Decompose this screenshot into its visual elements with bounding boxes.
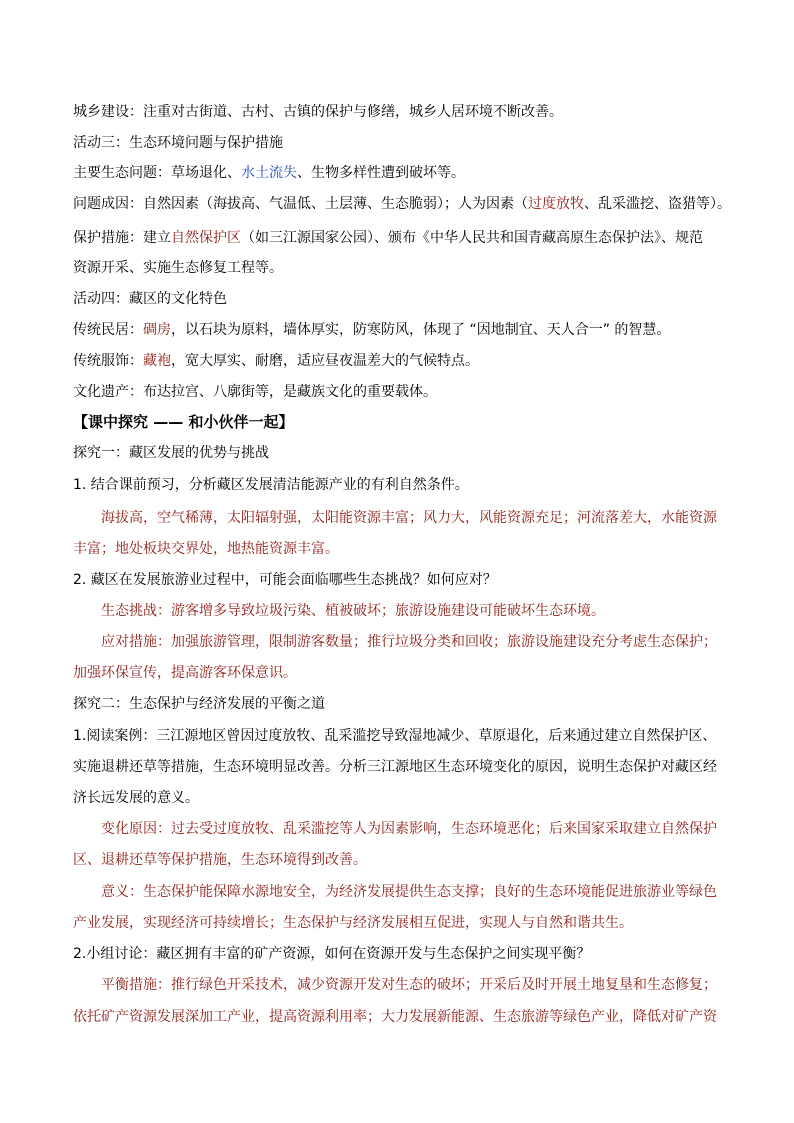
highlight-nature-reserve: 自然保护区 — [171, 230, 241, 246]
cultural-heritage-line: 文化遗产：布达拉宫、八廓街等，是藏族文化的重要载体。 — [73, 384, 437, 400]
answer-change-causes-line-1: 变化原因：过去受过度放牧、乱采滥挖等人为因素影响，生态环境恶化；后来国家采取建立自然保护 — [101, 821, 717, 837]
problem-causes-line: 问题成因：自然因素（海拔高、气温低、土层薄、生态脆弱）；人为因素（过度放牧、乱采滥挖、盗猎等）。 — [73, 196, 731, 212]
answer-significance-line-1: 意义：生态保护能保障水源地安全，为经济发展提供生态支撑；良好的生态环境能促进旅游业等绿色 — [101, 884, 717, 900]
case-question-line-3: 济长远发展的意义。 — [73, 790, 199, 806]
answer-2-measures-line-2: 加强环保宣传，提高游客环保意识。 — [73, 665, 297, 681]
question-1: 1. 结合课前预习，分析藏区发展清洁能源产业的有利自然条件。 — [73, 477, 469, 493]
answer-balance-line-2: 依托矿产资源发展深加工产业，提高资源利用率；大力发展新能源、生态旅游等绿色产业，降低对矿产资 — [73, 1009, 717, 1025]
protection-measures-line: 保护措施：建立自然保护区（如三江源国家公园）、颁布《中华人民共和国青藏高原生态保护法》、规范 — [73, 230, 703, 246]
section-heading: 【课中探究 —— 和小伙伴一起】 — [73, 413, 294, 431]
answer-change-causes-line-2: 区、退耕还草等保护措施，生态环境得到改善。 — [73, 852, 367, 868]
inquiry-one-title: 探究一：藏区发展的优势与挑战 — [73, 445, 269, 461]
answer-1-line-2: 丰富；地处板块交界处，地热能资源丰富。 — [73, 541, 339, 557]
activity-three-title: 活动三：生态环境问题与保护措施 — [73, 135, 283, 151]
highlight-soil-erosion: 水土流失 — [241, 165, 297, 181]
answer-2-measures-line-1: 应对措施：加强旅游管理，限制游客数量；推行垃圾分类和回收；旅游设施建设充分考虑生态保护； — [101, 634, 717, 650]
answer-significance-line-2: 产业发展，实现经济可持续增长；生态保护与经济发展相互促进，实现人与自然和谐共生。 — [73, 915, 633, 931]
question-2: 2. 藏区在发展旅游业过程中，可能会面临哪些生态挑战？如何应对？ — [73, 572, 497, 588]
case-question-line-1: 1.阅读案例：三江源地区曾因过度放牧、乱采滥挖导致湿地减少、草原退化，后来通过建立自然保护区、 — [73, 728, 717, 744]
answer-2-challenges: 生态挑战：游客增多导致垃圾污染、植被破坏；旅游设施建设可能破坏生态环境。 — [101, 603, 605, 619]
highlight-tibetan-robe: 藏袍 — [143, 353, 171, 369]
answer-balance-line-1: 平衡措施：推行绿色开采技术，减少资源开发对生态的破坏；开采后及时开展土地复垦和生态修复； — [101, 977, 717, 993]
main-eco-problems-line: 主要生态问题：草场退化、水土流失、生物多样性遭到破坏等。 — [73, 165, 465, 181]
highlight-overgrazing: 过度放牧 — [528, 196, 584, 212]
case-question-line-2: 实施退耕还草等措施，生态环境明显改善。分析三江源地区生态环境变化的原因，说明生态保护对藏区经 — [73, 759, 717, 775]
inquiry-two-title: 探究二：生态保护与经济发展的平衡之道 — [73, 696, 325, 712]
highlight-diaofang: 碉房 — [143, 322, 171, 338]
activity-four-title: 活动四：藏区的文化特色 — [73, 291, 227, 307]
traditional-dwelling-line: 传统民居：碉房，以石块为原料，墙体厚实，防寒防风，体现了 “因地制宜、天人合一” 的智慧。 — [73, 322, 671, 338]
protection-measures-line-2: 资源开采、实施生态修复工程等。 — [73, 260, 283, 276]
discussion-question: 2.小组讨论：藏区拥有丰富的矿产资源，如何在资源开发与生态保护之间实现平衡？ — [73, 946, 591, 962]
urban-construction-line: 城乡建设：注重对古街道、古村、古镇的保护与修缮，城乡人居环境不断改善。 — [73, 104, 563, 120]
answer-1-line-1: 海拔高，空气稀薄，太阳辐射强，太阳能资源丰富；风力大，风能资源充足；河流落差大，水能资源 — [101, 510, 717, 526]
traditional-costume-line: 传统服饰：藏袍，宽大厚实、耐磨，适应昼夜温差大的气候特点。 — [73, 353, 479, 369]
